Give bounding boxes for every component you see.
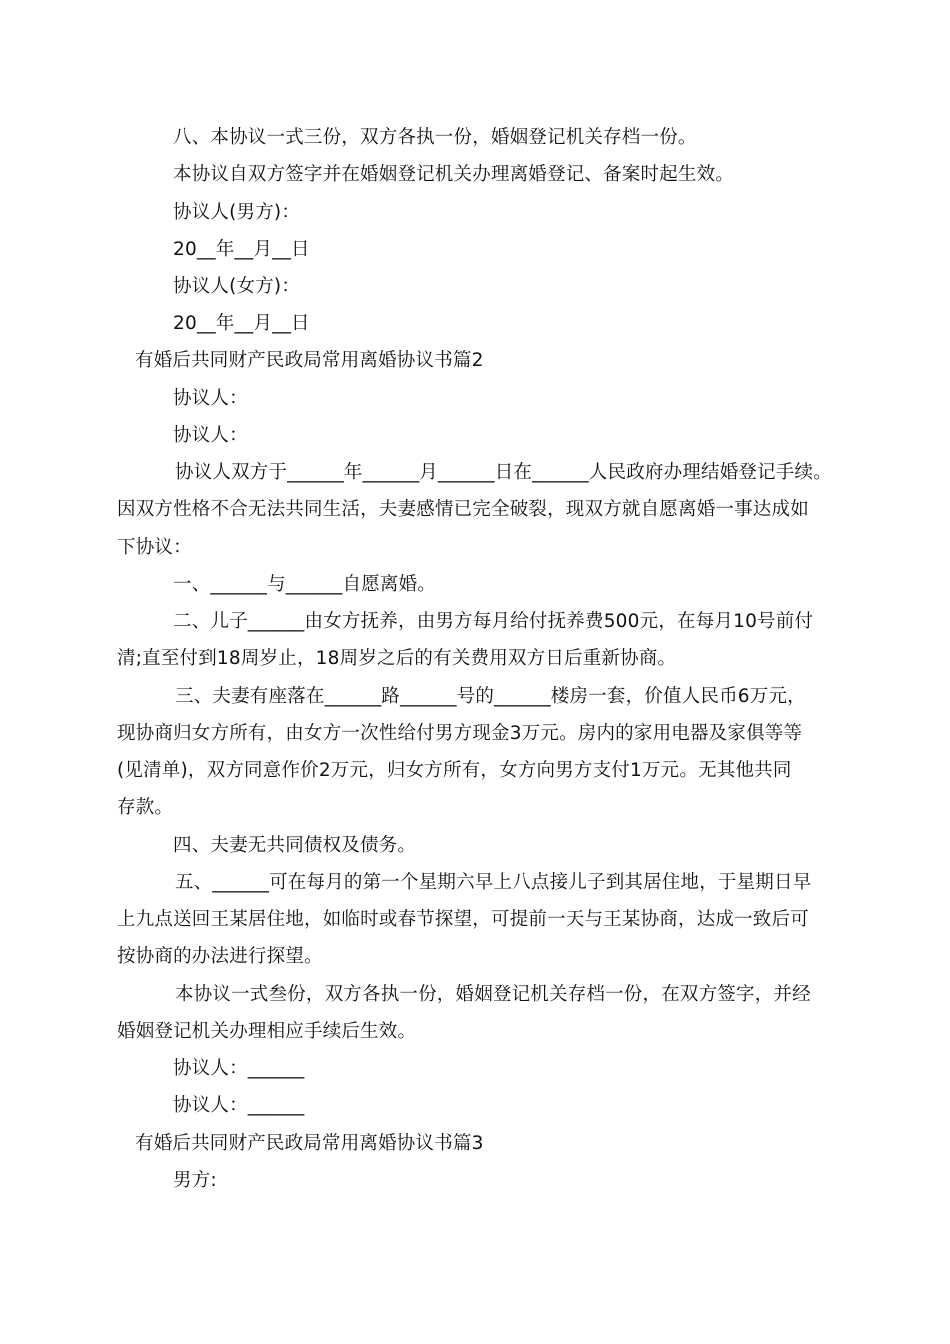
section-heading-2: 有婚后共同财产民政局常用离婚协议书篇2	[135, 350, 484, 371]
male-party-label: 男方:	[173, 1170, 217, 1191]
clause-1: 一、______与______自愿离婚。	[173, 574, 437, 595]
section-heading-3: 有婚后共同财产民政局常用离婚协议书篇3	[135, 1133, 484, 1154]
paragraph-line: 上九点送回王某居住地，如临时或春节探望，可提前一天与王某协商，达成一致后可	[117, 909, 809, 930]
paragraph-line: 按协商的办法进行探望。	[117, 946, 323, 967]
copies-clause: 本协议一式叁份，双方各执一份，婚姻登记机关存档一份，在双方签字，并经	[175, 984, 811, 1005]
signatory-label: 协议人：	[173, 388, 248, 409]
clause-2: 二、儿子______由女方抚养，由男方每月给付抚养费500元，在每月10号前付	[173, 611, 814, 632]
paragraph-line: 现协商归女方所有，由女方一次性给付男方现金3万元。房内的家用电器及家俱等等	[117, 723, 803, 744]
signatory-female-label: 协议人(女方)：	[173, 276, 301, 297]
clause-5: 五、______可在每月的第一个星期六早上八点接儿子到其居住地，于星期日早	[175, 872, 812, 893]
clause-3: 三、夫妻有座落在______路______号的______楼房一套，价值人民币6万元，	[175, 686, 806, 707]
signatory-blank: 协议人：______	[173, 1095, 305, 1116]
signatory-male-label: 协议人(男方)：	[173, 202, 301, 223]
paragraph-line: 存款。	[117, 797, 174, 818]
signatory-blank: 协议人：______	[173, 1058, 305, 1079]
clause-8-copies: 八、本协议一式三份，双方各执一份，婚姻登记机关存档一份。	[173, 127, 697, 148]
paragraph-line: 下协议：	[117, 537, 192, 558]
effective-clause: 本协议自双方签字并在婚姻登记机关办理离婚登记、备案时起生效。	[173, 164, 735, 185]
paragraph-line: 协议人双方于______年______月______日在______人民政府办理结婚登记手续。	[175, 462, 832, 483]
paragraph-line: 婚姻登记机关办理相应手续后生效。	[117, 1021, 417, 1042]
signatory-label: 协议人：	[173, 425, 248, 446]
paragraph-line: 清;直至付到18周岁止，18周岁之后的有关费用双方日后重新协商。	[117, 648, 677, 669]
paragraph-line: (见清单)，双方同意作价2万元，归女方所有，女方向男方支付1万元。无其他共同	[117, 760, 792, 781]
clause-4: 四、夫妻无共同债权及债务。	[173, 835, 417, 856]
paragraph-line: 因双方性格不合无法共同生活，夫妻感情已完全破裂，现双方就自愿离婚一事达成如	[117, 499, 809, 520]
date-line: 20__年__月__日	[173, 313, 310, 334]
date-line: 20__年__月__日	[173, 239, 310, 260]
